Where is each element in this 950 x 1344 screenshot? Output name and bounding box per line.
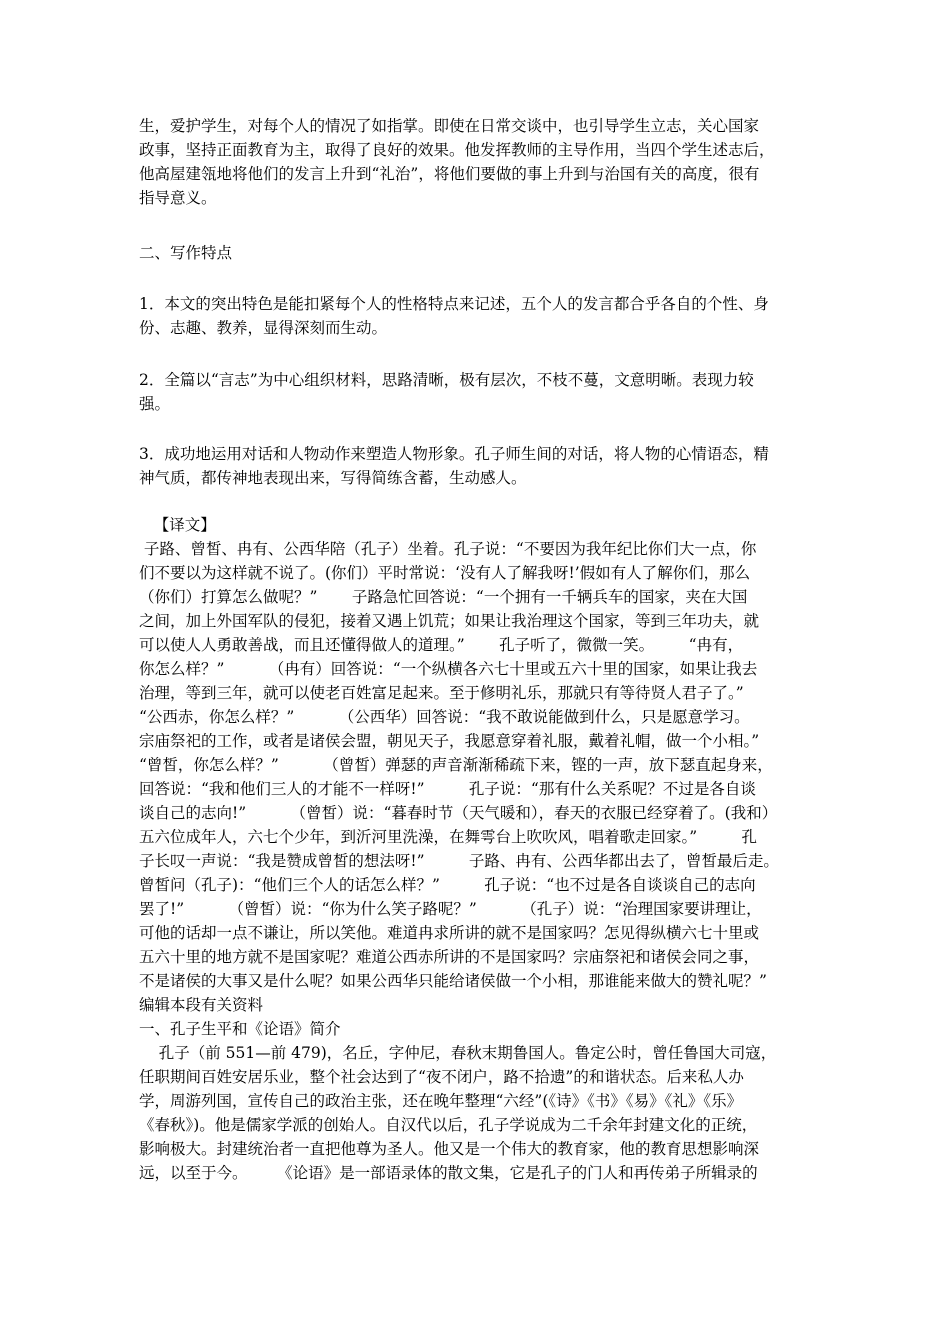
text-line: 可他的话却一点不谦让，所以笑他。难道冉求所讲的就不是国家吗？怎见得纵横六七十里或 <box>139 924 760 942</box>
point-3-paragraph <box>139 442 815 490</box>
text-line: 3．成功地运用对话和人物动作来塑造人物形象。孔子师生间的对话，将人物的心情语态，精 <box>139 445 769 463</box>
text-line <box>139 1185 815 1209</box>
text-line: 子长叹一声说：“我是赞成曾皙的想法呀!” 子路、冉有、公西华都出去了，曾皙最后走。 <box>139 852 779 870</box>
text-line: “曾皙，你怎么样？” （曾皙）弹瑟的声音渐渐稀疏下来，铿的一声，放下瑟直起身来， <box>139 756 773 774</box>
edit-section-link[interactable]: 一、孔子生平和《论语》简介 <box>139 1020 341 1038</box>
text-line: 2．全篇以“言志”为中心组织材料，思路清晰，极有层次，不枝不蔓，文意明晰。表现力较 <box>139 371 754 389</box>
text-line: 之间，加上外国军队的侵犯，接着又遇上饥荒；如果让我治理这个国家，等到三年功夫，就 <box>139 612 760 630</box>
text-line: 任职期间百姓安居乐业，整个社会达到了“夜不闭户，路不拾遗”的和谐状态。后来私人办 <box>139 1068 744 1086</box>
text-line: 1．本文的突出特色是能扣紧每个人的性格特点来记述，五个人的发言都合乎各自的个性、身 <box>139 295 769 313</box>
text-line: 治理，等到三年，就可以使老百姓富足起来。至于修明礼乐，那就只有等待贤人君子了。” <box>139 684 744 702</box>
text-line: 宗庙祭祀的工作，或者是诸侯会盟，朝见天子，我愿意穿着礼服，戴着礼帽，做一个小相。” <box>139 732 760 750</box>
text-line: 罢了!” （曾皙）说：“你为什么笑子路呢？” （孔子）说：“治理国家要讲理让， <box>139 900 762 918</box>
text-line: 生，爱护学生，对每个人的情况了如指掌。即使在日常交谈中，也引导学生立志，关心国家 <box>139 117 760 135</box>
section-heading <box>139 241 815 265</box>
text-line: 指导意义。 <box>139 189 217 207</box>
text-line: “公西赤，你怎么样？” （公西华）回答说：“我不敢说能做到什么，只是愿意学习。 <box>139 708 750 726</box>
text-line: （你们）打算怎么做呢？” 子路急忙回答说：“一个拥有一千辆兵车的国家，夹在大国 <box>139 588 748 606</box>
text-line: 神气质，都传神地表现出来，写得简练含蓄，生动感人。 <box>139 469 527 487</box>
text-line: 影响极大。封建统治者一直把他尊为圣人。他又是一个伟大的教育家，他的教育思想影响深 <box>139 1140 760 1158</box>
subsection-heading: 孔子（前 551—前 479)，名丘，字仲尼，春秋末期鲁国人。鲁定公时，曾任鲁国大司寇， <box>139 1044 777 1062</box>
text-line: 曾皙问（孔子)：“他们三个人的话怎么样？” 孔子说：“也不过是各自谈谈自己的志向 <box>139 876 756 894</box>
text-line: 们不要以为这样就不说了。(你们）平时常说：‘没有人了解我呀!’假如有人了解你们，那么 <box>139 564 751 582</box>
text-line: 份、志趣、教养，显得深刻而生动。 <box>139 319 388 337</box>
text-line: 子路、曾皙、冉有、公西华陪（孔子）坐着。孔子说：“不要因为我年纪比你们大一点，你 <box>139 540 757 558</box>
text-line: 《春秋》)。他是儒家学派的创始人。自汉代以后，孔子学说成为二千余年封建文化的正统， <box>139 1116 758 1134</box>
section-heading-text: 二、写作特点 <box>139 244 233 262</box>
text-line: 回答说：“我和他们三人的才能不一样呀!” 孔子说：“那有什么关系呢？不过是各自谈 <box>139 780 756 798</box>
point-1-paragraph <box>139 292 815 340</box>
text-line: 可以使人人勇敢善战，而且还懂得做人的道理。” 孔子听了，微微一笑。 “冉有， <box>139 636 744 654</box>
text-line: 他高屋建瓴地将他们的发言上升到“礼治”，将他们要做的事上升到与治国有关的高度，很有 <box>139 165 760 183</box>
translation-heading: 【译文】 <box>139 516 216 534</box>
text-line: 不是诸侯的大事又是什么呢？如果公西华只能给诸侯做一个小相，那谁能来做大的赞礼呢？” <box>139 972 767 990</box>
point-2-paragraph <box>139 368 815 416</box>
text-line: 五六十里的地方就不是国家呢？难道公西赤所讲的不是国家吗？宗庙祭祀和诸侯会同之事， <box>139 948 760 966</box>
text-line: 远，以至于今。 《论语》是一部语录体的散文集，它是孔子的门人和再传弟子所辑录的 <box>139 1164 758 1182</box>
text-line: 强。 <box>139 395 171 413</box>
intro-paragraph <box>139 114 815 210</box>
text-line: 编辑本段有关资料 <box>139 996 264 1014</box>
translation-section <box>139 513 815 1209</box>
text-line: 政事，坚持正面教育为主，取得了良好的效果。他发挥教师的主导作用，当四个学生述志后， <box>139 141 775 159</box>
text-line: 五六位成年人，六七个少年，到沂河里洗澡，在舞雩台上吹吹风，唱着歌走回家。” 孔 <box>139 828 758 846</box>
text-line: 谈自己的志向!” （曾皙）说：“暮春时节（天气暖和），春天的衣服已经穿着了。(我和） <box>139 804 778 822</box>
text-line: 学，周游列国，宣传自己的政治主张，还在晚年整理“六经”(《诗》《书》《易》《礼》《乐》 <box>139 1092 743 1110</box>
text-line: 你怎么样？” （冉有）回答说：“一个纵横各六七十里或五六十里的国家，如果让我去 <box>139 660 758 678</box>
